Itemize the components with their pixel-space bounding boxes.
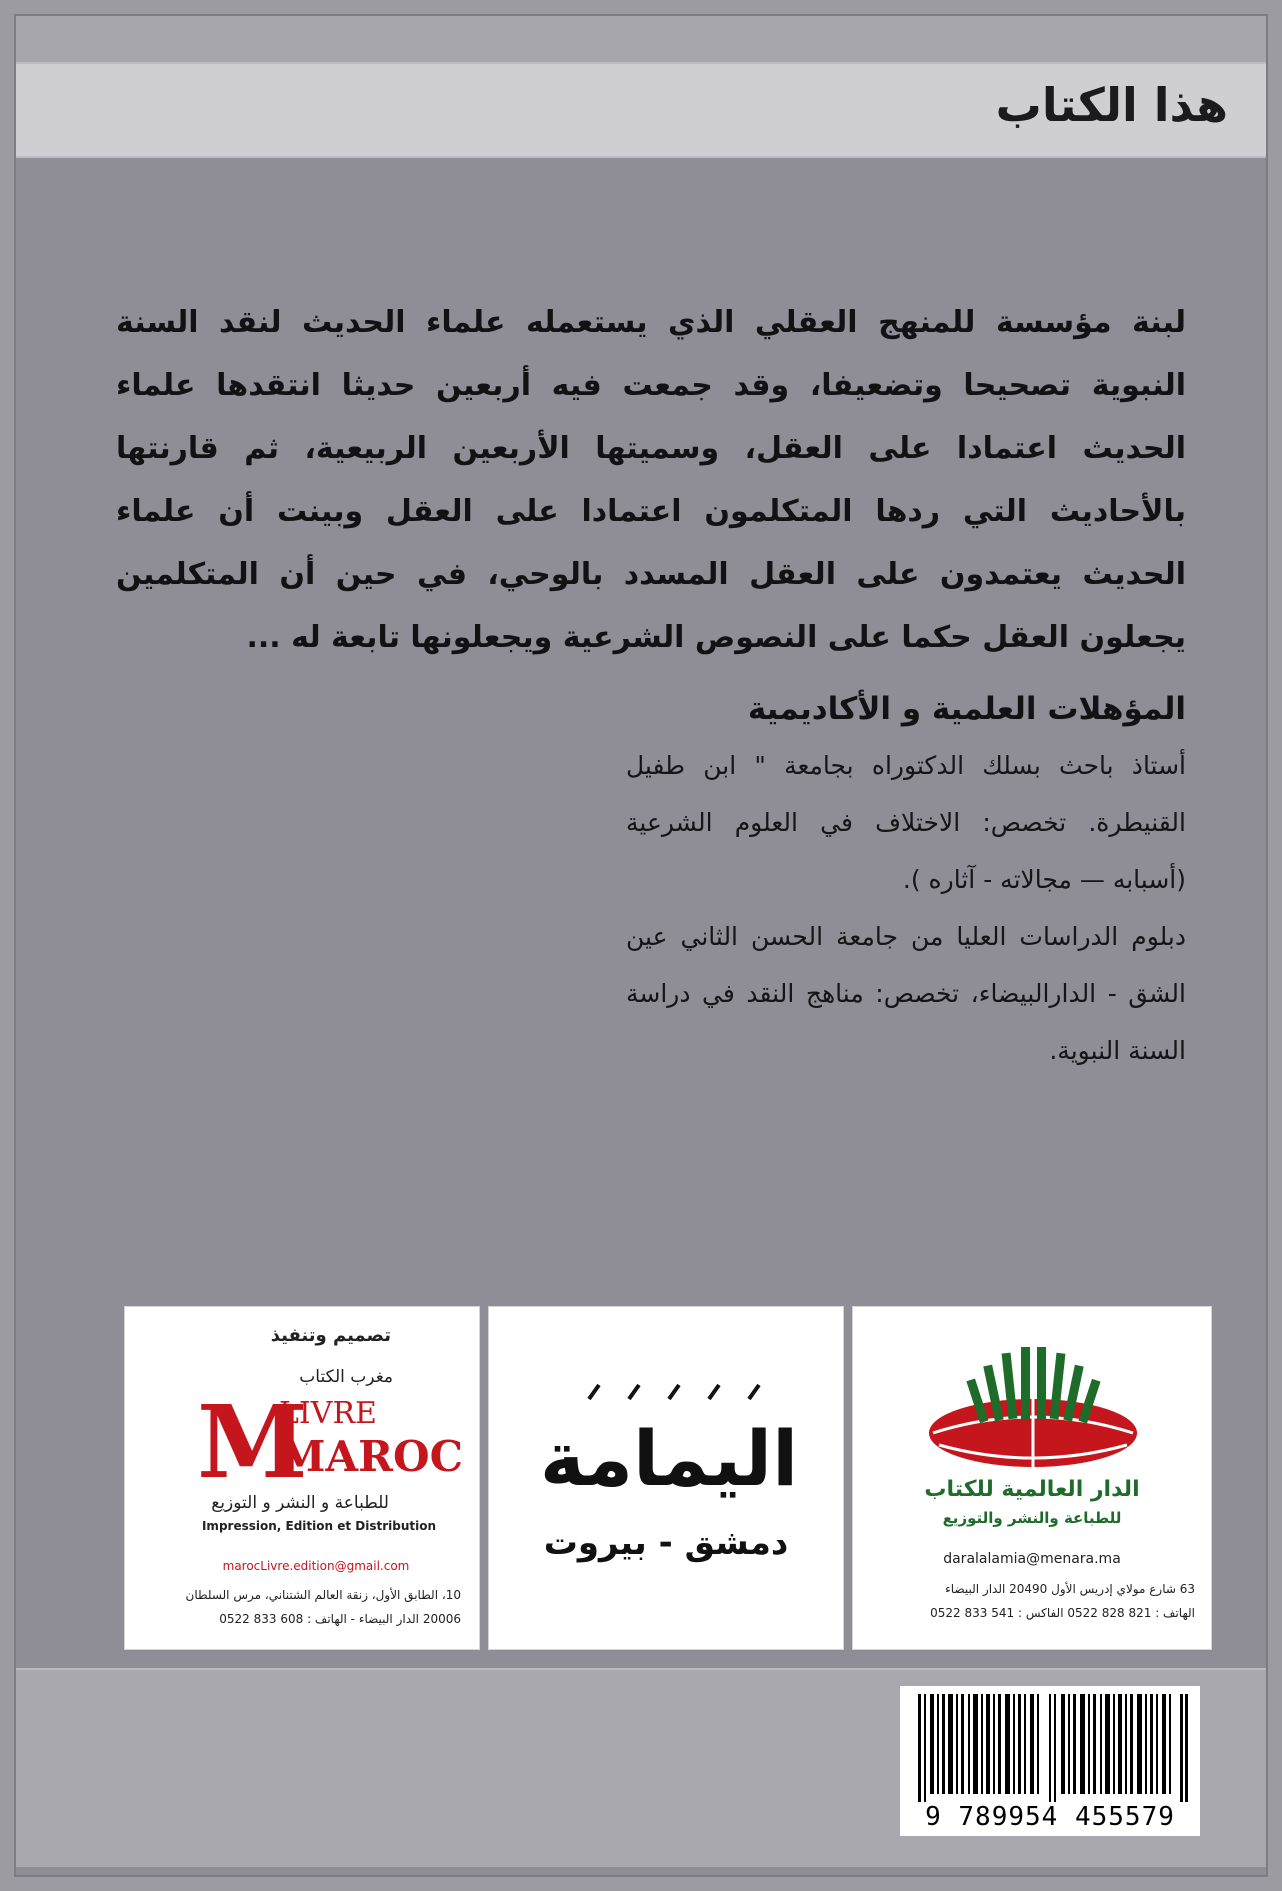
dar-alamia-subtitle: للطباعة والنشر والتوزيع [942, 1509, 1122, 1527]
book-description [116, 291, 1186, 1079]
description-paragraph: لبنة مؤسسة للمنهج العقلي الذي يستعمله علماء الحديث لنقد السنة النبوية تصحيحا وتضعيفا، وقد جمعت فيه أربعين حديثا انتقدها علماء الحديث اعتمادا على العقل، وسميتها الأربعين الربيعية، ثم قارنتها بالأحاديث التي ردها المتكلمون اعتمادا على العقل وبينت أن علماء الحديث يعتمدون على العقل المسدد بالوحي، في حين أن المتكلمين يجعلون العقل حكما على النصوص الشرعية ويجعلونها تابعة له ... [116, 305, 1186, 655]
design-label: تصميم وتنفيذ [270, 1325, 391, 1346]
address-line: 63 شارع مولاي إدريس الأول 20490 الدار البيضاء [945, 1582, 1195, 1596]
dar-alamia-logo-icon [925, 1341, 1141, 1473]
maroc-livre-email: marocLivre.edition@gmail.com [222, 1559, 410, 1573]
qualification-item: أستاذ باحث بسلك الدكتوراه بجامعة " ابن طفيل القنيطرة. تخصص: الاختلاف في العلوم الشرعية (أسبابه — مجالاته - آثاره ). [626, 751, 1186, 894]
qualifications-heading: المؤهلات العلمية و الأكاديمية [747, 691, 1186, 727]
yamama-cities: دمشق - بيروت [543, 1523, 789, 1563]
yamama-logo-text: اليمامة [539, 1414, 799, 1503]
maroc-livre-arabic-name: مغرب الكتاب [299, 1367, 393, 1387]
maroc-livre-box [124, 1306, 480, 1650]
page-title: هذا الكتاب [995, 78, 1228, 132]
address-line: الهاتف : 821 828 0522 الفاكس : 541 833 0522 [930, 1606, 1195, 1620]
qualification-item: دبلوم الدراسات العليا من جامعة الحسن الثاني عين الشق - الدارالبيضاء، تخصص: مناهج النقد في دراسة السنة النبوية. [626, 922, 1186, 1065]
dar-alamia-email: daralalamia@menara.ma [943, 1551, 1121, 1567]
maroc-livre-subtitle-fr: Impression, Edition et Distribution [201, 1519, 437, 1533]
maroc-livre-logo-icon [195, 1383, 463, 1501]
maroc-livre-subtitle-ar: للطباعة و النشر و التوزيع [211, 1493, 389, 1513]
title-band [16, 62, 1266, 158]
isbn-digits: 9 789954 455579 [925, 1802, 1175, 1832]
publisher-logos [124, 1306, 1212, 1650]
dar-alamia-name: الدار العالمية للكتاب [924, 1477, 1140, 1502]
yamama-box [488, 1306, 844, 1650]
logo-maroc-text: MAROC [279, 1432, 463, 1481]
top-band [16, 16, 1266, 62]
dar-alamia-box [852, 1306, 1212, 1650]
address-line: 10، الطابق الأول، زنقة العالم الشتناني، مرس السلطان [185, 1588, 461, 1602]
logo-livre-text: LIVRE [279, 1396, 377, 1431]
back-cover [14, 14, 1268, 1877]
address-line: 20006 الدار البيضاء - الهاتف : 608 833 0522 [219, 1612, 461, 1626]
qualifications-list [626, 737, 1186, 1079]
barcode-icon [918, 1694, 1188, 1802]
yamama-logo-icon [529, 1377, 809, 1507]
logo-big-m: M [197, 1383, 308, 1501]
dar-alamia-address [869, 1577, 1195, 1625]
isbn-barcode [900, 1686, 1200, 1836]
maroc-livre-address [186, 1583, 461, 1631]
